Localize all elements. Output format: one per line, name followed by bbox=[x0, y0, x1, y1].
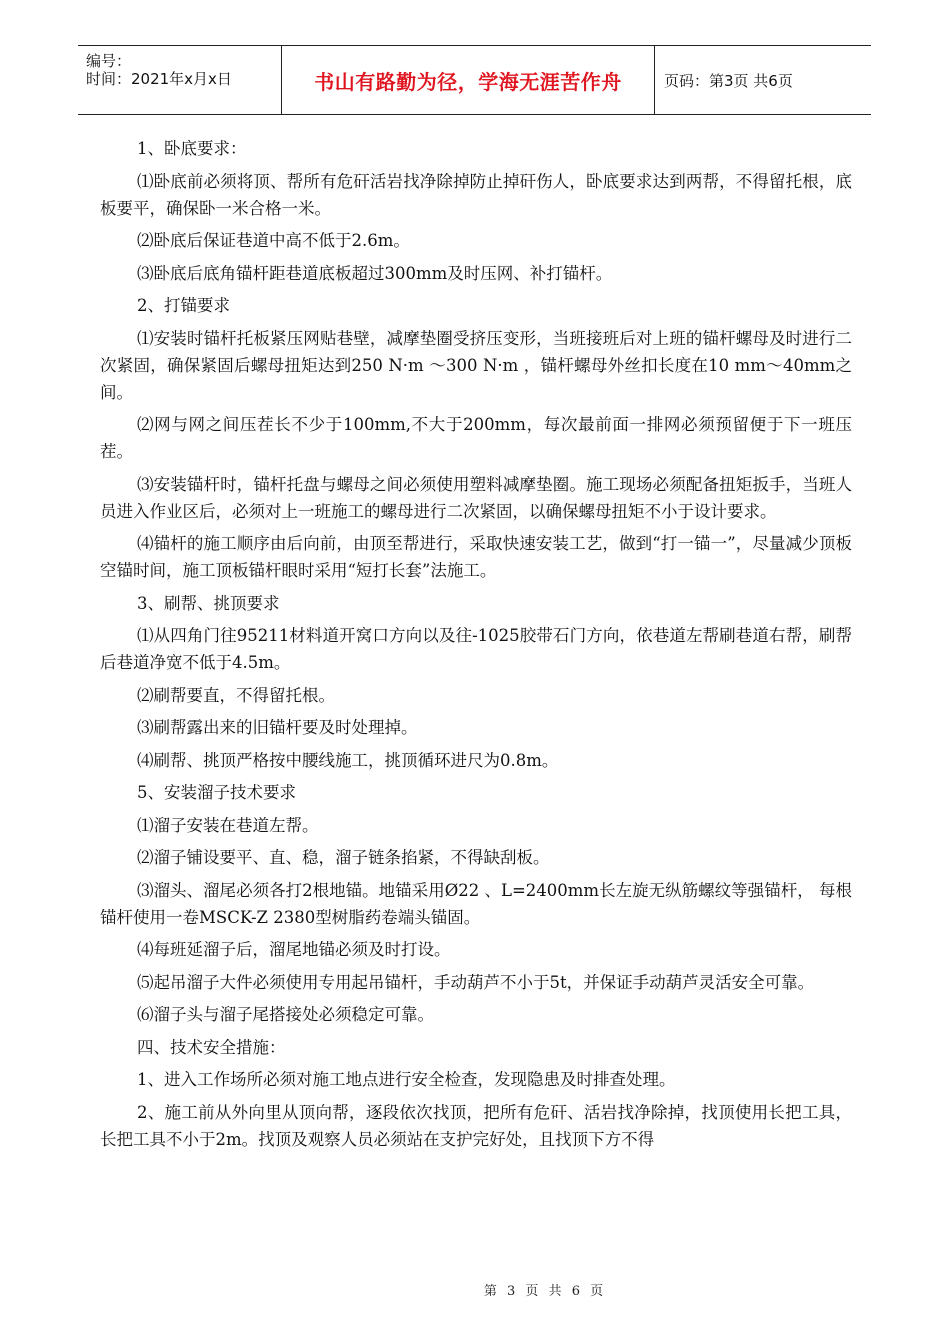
document-header bbox=[78, 45, 871, 115]
paragraph: ⑵网与网之间压茬长不少于100mm,不大于200mm，每次最前面一排网必须预留便于下一班压茬。 bbox=[100, 415, 852, 461]
paragraph: ⑵卧底后保证巷道中高不低于2.6m。 bbox=[137, 231, 410, 250]
paragraph: 1、卧底要求： bbox=[137, 139, 247, 158]
paragraph: ⑹溜子头与溜子尾搭接处必须稳定可靠。 bbox=[137, 1005, 434, 1024]
paragraph: 2、施工前从外向里从顶向帮，逐段依次找顶，把所有危矸、活岩找净除掉，找顶使用长把工具，长把工具不小于2m。找顶及观察人员必须站在支护完好处，且找顶下方不得 bbox=[100, 1102, 852, 1149]
page-footer bbox=[0, 1280, 950, 1299]
paragraph: ⑵溜子铺设要平、直、稳，溜子链条掐紧，不得缺刮板。 bbox=[137, 848, 550, 867]
document-time-label: 时间：2021年x月x日 bbox=[86, 70, 232, 88]
paragraph: ⑴安装时锚杆托板紧压网贴巷壁，减摩垫圈受挤压变形，当班接班后对上班的锚杆螺母及时进行二次紧固，确保紧固后螺母扭矩达到250 N·m ～300 N·m ，锚杆螺母外丝扣长度在10 mm～40mm之间。 bbox=[100, 328, 852, 402]
paragraph: ⑵刷帮要直，不得留托根。 bbox=[137, 685, 335, 705]
paragraph: ⑴卧底前必须将顶、帮所有危矸活岩找净除掉防止掉矸伤人，卧底要求达到两帮，不得留托根，底板要平，确保卧一米合格一米。 bbox=[100, 171, 852, 218]
paragraph: ⑸起吊溜子大件必须使用专用起吊锚杆，手动葫芦不小于5t，并保证手动葫芦灵活安全可靠。 bbox=[137, 972, 815, 992]
paragraph: 1、进入工作场所必须对施工地点进行安全检查，发现隐患及时排查处理。 bbox=[137, 1070, 676, 1089]
header-page-number: 页码：第3页 共6页 bbox=[664, 72, 793, 90]
paragraph: ⑷锚杆的施工顺序由后向前，由顶至帮进行，采取快速安装工艺，做到“打一锚一”，尽量减少顶板空锚时间，施工顶板锚杆眼时采用“短打长套”法施工。 bbox=[100, 534, 852, 580]
paragraph: ⑴溜子安装在巷道左帮。 bbox=[137, 815, 319, 835]
paragraph: 3、刷帮、挑顶要求 bbox=[137, 593, 280, 613]
footer-page-number: 第 3 页 共 6 页 bbox=[483, 1284, 607, 1299]
paragraph: ⑴从四角门往95211材料道开窝口方向以及往-1025胶带石门方向，依巷道左帮刷巷道右帮，刷帮后巷道净宽不低于4.5m。 bbox=[100, 626, 852, 672]
paragraph: 5、安装溜子技术要求 bbox=[137, 783, 296, 802]
paragraph: ⑷每班延溜子后，溜尾地锚必须及时打设。 bbox=[137, 940, 451, 959]
paragraph: 四、技术安全措施： bbox=[137, 1037, 286, 1057]
paragraph: ⑶溜头、溜尾必须各打2根地锚。地锚采用Ø22 、L=2400mm长左旋无纵筋螺纹等强锚杆， 每根锚杆使用一卷MSCK-Z 2380型树脂药卷端头锚固。 bbox=[100, 880, 852, 927]
document-body bbox=[100, 135, 852, 1158]
paragraph: ⑶卧底后底角锚杆距巷道底板超过300mm及时压网、补打锚杆。 bbox=[137, 263, 613, 283]
paragraph: ⑶安装锚杆时，锚杆托盘与螺母之间必须使用塑料减摩垫圈。施工现场必须配备扭矩扳手，当班人员进入作业区后，必须对上一班施工的螺母进行二次紧固，以确保螺母扭矩不小于设计要求。 bbox=[100, 474, 852, 521]
document-number-label: 编号： bbox=[86, 52, 132, 70]
header-motto: 书山有路勤为径，学海无涯苦作舟 bbox=[314, 70, 622, 94]
header-info-cell bbox=[78, 46, 282, 114]
paragraph: 2、打锚要求 bbox=[137, 296, 230, 315]
header-motto-cell bbox=[282, 46, 655, 114]
header-page-cell bbox=[655, 46, 871, 114]
paragraph: ⑶刷帮露出来的旧锚杆要及时处理掉。 bbox=[137, 718, 418, 737]
paragraph: ⑷刷帮、挑顶严格按中腰线施工，挑顶循环进尺为0.8m。 bbox=[137, 750, 559, 770]
